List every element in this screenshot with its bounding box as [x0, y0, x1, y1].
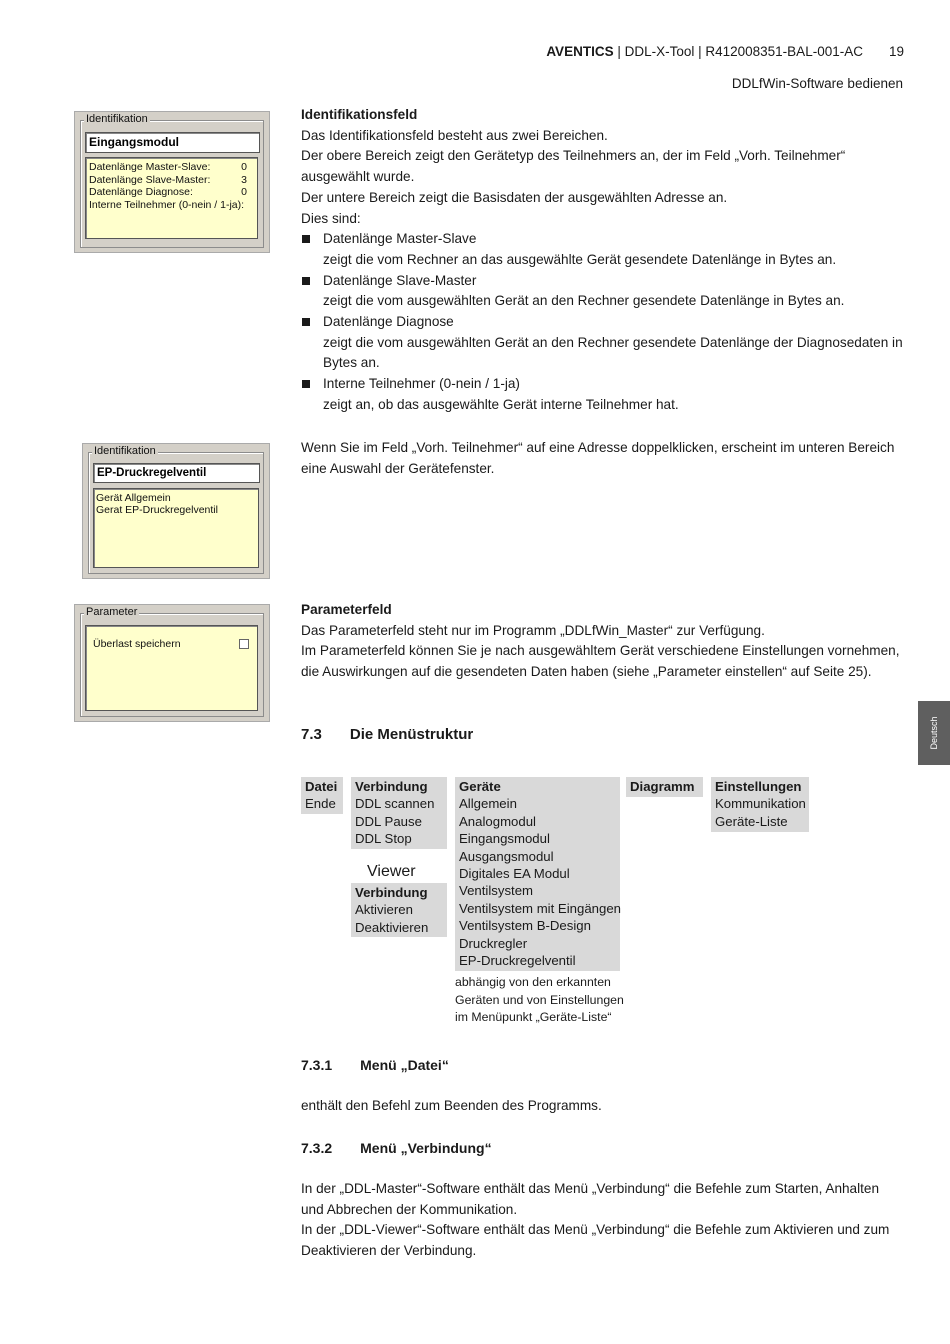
menu-item: Geräte-Liste	[715, 813, 788, 829]
list-item[interactable]: Gerät Allgemein	[96, 492, 171, 504]
data-row	[86, 186, 257, 199]
parameter-row	[93, 638, 249, 650]
menu-title: Datei	[305, 779, 338, 794]
data-row	[86, 161, 257, 174]
paragraph-line: Das Parameterfeld steht nur im Programm „DDLfWin_Master“ zur Verfügung.	[301, 622, 765, 638]
identification-panel-screenshot	[74, 111, 270, 253]
menu-diagramm	[626, 777, 703, 797]
bullet-description: zeigt die vom Rechner an das ausgewählte Gerät gesendete Datenlänge in Bytes an.	[323, 251, 837, 267]
menu-einstellungen	[711, 777, 809, 832]
note-line: im Menüpunkt „Geräte-Liste“	[455, 1010, 612, 1025]
parameter-description	[301, 600, 911, 683]
bullet-item: Datenlänge Master-Slave	[301, 229, 911, 250]
section-7-3-heading	[301, 726, 473, 743]
section-title: Menü „Verbindung“	[360, 1140, 492, 1156]
menu-item: Druckregler	[459, 935, 528, 951]
paragraph-line: In der „DDL-Master“-Software enthält das Menü „Verbindung“ die Befehle zum Starten, Anhalten	[301, 1181, 880, 1196]
menu-title: Diagramm	[630, 779, 695, 794]
menu-viewer-verbindung	[351, 883, 447, 937]
data-row	[86, 199, 257, 212]
section-title: Die Menüstruktur	[349, 726, 474, 743]
device-type-field: Eingangsmodul	[85, 132, 260, 153]
menu-item: Ventilsystem mit Eingängen	[459, 900, 621, 916]
data-row	[86, 174, 257, 187]
menu-item: DDL scannen	[355, 796, 435, 812]
menu-item: Ausgangsmodul	[459, 848, 554, 864]
paragraph-line: die Auswirkungen auf die gesendeten Daten haben (siehe „Parameter einstellen“ auf Seite 25).	[301, 664, 872, 680]
menu-item: Ventilsystem B-Design	[459, 918, 591, 934]
device-window-list	[93, 488, 259, 568]
device-type-field: EP-Druckregelventil	[93, 463, 260, 483]
basic-data-area	[85, 157, 258, 239]
menu-item: Ventilsystem	[459, 883, 534, 899]
identification-window-panel-screenshot	[82, 443, 270, 579]
running-header	[440, 44, 904, 59]
parameter-heading: Parameterfeld	[301, 602, 392, 617]
parameter-label: Überlast speichern	[93, 638, 181, 650]
menu-item: Ende	[305, 796, 336, 812]
language-tab	[918, 701, 950, 765]
menu-item: Allgemein	[459, 796, 517, 812]
data-row-label: Interne Teilnehmer (0-nein / 1-ja):	[89, 198, 245, 211]
bullet-item: Datenlänge Diagnose	[301, 312, 911, 333]
language-tab-label: Deutsch	[929, 716, 939, 750]
menu-item: Analogmodul	[459, 813, 536, 829]
paragraph-line: Der untere Bereich zeigt die Basisdaten der ausgewählten Adresse an.	[301, 189, 728, 205]
bullet-description: zeigt an, ob das ausgewählte Gerät interne Teilnehmer hat.	[323, 396, 679, 412]
bullet-description: Bytes an.	[323, 355, 380, 371]
menu-item: EP-Druckregelventil	[459, 953, 576, 969]
viewer-label: Viewer	[367, 863, 416, 880]
bullet-description: zeigt die vom ausgewählten Gerät an den Rechner gesendete Datenlänge der Diagnosedaten in	[323, 334, 903, 350]
paragraph-line: und Abbrechen der Kommunikation.	[301, 1201, 518, 1217]
menu-geraete	[455, 777, 620, 971]
identification-group-label: Identifikation	[86, 113, 148, 125]
section-7-3-1-heading	[301, 1057, 449, 1073]
data-row-label: Datenlänge Slave-Master:	[89, 173, 211, 186]
identification-group-label: Identifikation	[94, 445, 156, 457]
page-number: 19	[888, 44, 904, 59]
parameter-area	[85, 625, 258, 711]
section-number: 7.3	[301, 726, 322, 743]
bullet-description: zeigt die vom ausgewählten Gerät an den Rechner gesendete Datenlänge in Bytes an.	[323, 293, 845, 309]
list-item[interactable]: Gerat EP-Druckregelventil	[96, 504, 218, 516]
note-line: abhängig von den erkannten	[455, 975, 611, 989]
data-row-value: 0	[241, 186, 247, 198]
paragraph-line: Wenn Sie im Feld „Vorh. Teilnehmer“ auf eine Adresse doppelklicken, erscheint im unteren Bereich	[301, 440, 895, 455]
parameter-group-label: Parameter	[86, 606, 138, 618]
menu-datei	[301, 777, 343, 814]
menu-item: Deaktivieren	[355, 919, 429, 935]
identification-heading: Identifikationsfeld	[301, 107, 418, 122]
data-row-label: Datenlänge Master-Slave:	[89, 161, 211, 173]
geraete-note	[455, 974, 635, 1027]
section-header: DDLfWin-Software bedienen	[731, 76, 903, 91]
menu-verbindung	[351, 777, 447, 849]
data-row-value: 0	[241, 161, 247, 173]
identification-description	[301, 105, 911, 416]
paragraph-line: ausgewählt wurde.	[301, 169, 415, 185]
overload-save-checkbox[interactable]	[239, 639, 249, 649]
menu-title: Geräte	[459, 779, 501, 794]
section-number: 7.3.1	[301, 1057, 333, 1073]
menu-title: Verbindung	[355, 779, 428, 794]
paragraph-line: Das Identifikationsfeld besteht aus zwei Bereichen.	[301, 127, 608, 143]
section-7-3-2-heading	[301, 1140, 492, 1156]
section-title: Menü „Datei“	[360, 1057, 449, 1073]
header-doc-id: | DDL-X-Tool | R412008351-BAL-001-AC	[613, 44, 863, 59]
paragraph-line: Der obere Bereich zeigt den Gerätetyp des Teilnehmers an, der im Feld „Vorh. Teilnehmer“	[301, 148, 846, 164]
menu-item: Kommunikation	[715, 796, 806, 812]
section-7-3-1-text: enthält den Befehl zum Beenden des Programms.	[301, 1098, 602, 1113]
data-row-value: 3	[241, 173, 247, 186]
header-brand: AVENTICS	[546, 44, 614, 59]
paragraph-line: Im Parameterfeld können Sie je nach ausgewähltem Gerät verschiedene Einstellungen vornehmen,	[301, 643, 900, 659]
bullet-item: Datenlänge Slave-Master	[301, 271, 911, 292]
parameter-panel-screenshot	[74, 604, 270, 722]
note-line: Geräten und von Einstellungen	[455, 992, 624, 1007]
section-7-3-2-text	[301, 1179, 911, 1262]
menu-item: DDL Pause	[355, 813, 422, 829]
paragraph-line: eine Auswahl der Gerätefenster.	[301, 460, 495, 476]
menu-item: Digitales EA Modul	[459, 866, 570, 882]
menu-item: Eingangsmodul	[459, 831, 550, 847]
data-row-label: Datenlänge Diagnose:	[89, 186, 193, 198]
section-number: 7.3.2	[301, 1140, 333, 1156]
paragraph-line: Deaktivieren der Verbindung.	[301, 1243, 477, 1259]
menu-title: Einstellungen	[715, 779, 802, 794]
menu-item: Aktivieren	[355, 902, 413, 918]
paragraph-line: Dies sind:	[301, 210, 361, 226]
bullet-item: Interne Teilnehmer (0-nein / 1-ja)	[301, 374, 911, 395]
menu-title: Verbindung	[355, 885, 428, 900]
doubleclick-description	[301, 438, 911, 479]
paragraph-line: In der „DDL-Viewer“-Software enthält das Menü „Verbindung“ die Befehle zum Aktivieren und zum	[301, 1222, 890, 1238]
menu-item: DDL Stop	[355, 831, 412, 847]
